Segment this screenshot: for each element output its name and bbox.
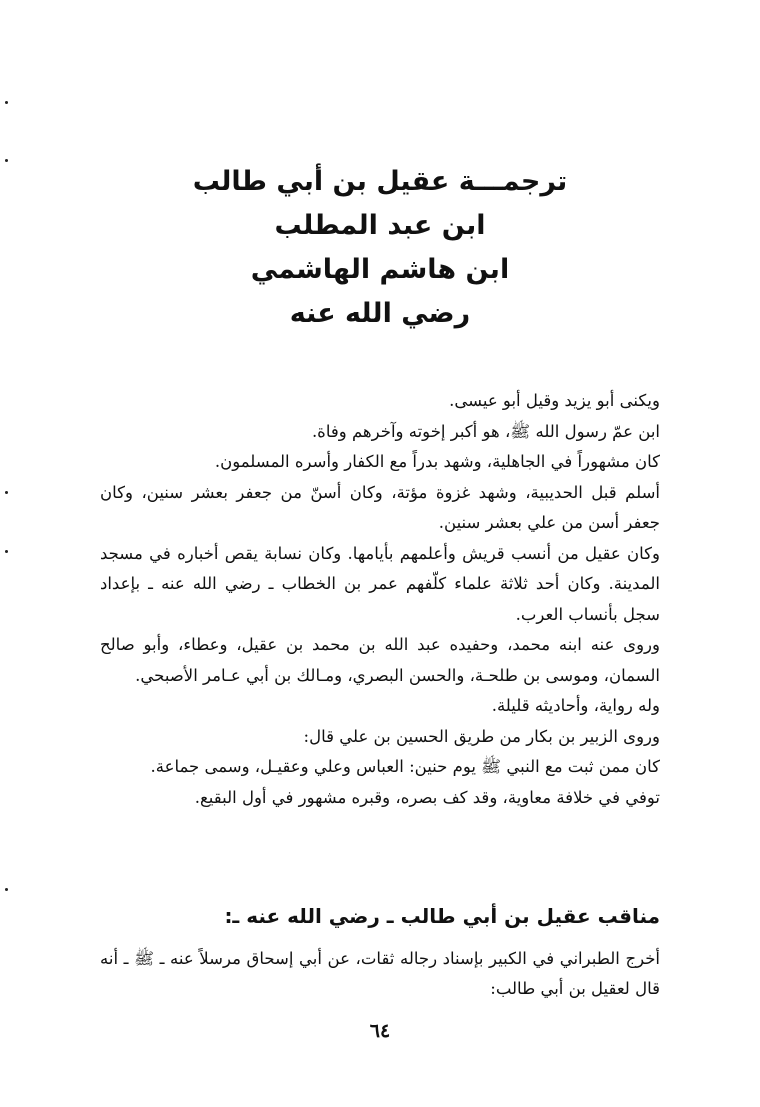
biography-text — [100, 386, 660, 813]
page-number: ٦٤ — [369, 1020, 391, 1042]
virtues-text — [100, 944, 660, 1004]
paragraph-narration: وله رواية، وأحاديثه قليلة. — [491, 696, 660, 715]
paragraph-zubayr: وروى الزبير بن بكار من طريق الحسين بن علي قال: — [303, 726, 660, 746]
paragraph-death: توفي في خلافة معاوية، وقد كف بصره، وقبره مشهور في أول البقيع. — [194, 787, 660, 807]
title-line-1: ترجمـــة عقيل بن أبي طالب — [192, 166, 568, 197]
paragraph-tabarani: أخرج الطبراني في الكبير بإسناد رجاله ثقات، عن أبي إسحاق مرسلاً عنه ـ ﷺ ـ أنه قال لعقيل بن أبي طالب: — [100, 949, 660, 998]
title-line-3: ابن هاشم الهاشمي — [250, 254, 510, 285]
paragraph-lineage: ابن عمّ رسول الله ﷺ، هو أكبر إخوته وآخرهم وفاة. — [311, 421, 660, 441]
margin-speck — [5, 491, 8, 494]
paragraph-genealogy: وكان عقيل من أنسب قريش وأعلمهم بأيامها. وكان نسابة يقص أخباره في مسجد المدينة. وكان أحد ثلاثة علماء كلّفهم عمر بن الخطاب ـ رضي الله عنه ـ بإعداد سجل بأنساب العرب. — [100, 543, 660, 624]
title-line-4: رضي الله عنه — [289, 298, 471, 329]
paragraph-jahiliyya: كان مشهوراً في الجاهلية، وشهد بدراً مع الكفار وأسره المسلمون. — [214, 452, 660, 471]
paragraph-islam: أسلم قبل الحديبية، وشهد غزوة مؤتة، وكان أسنّ من جعفر بعشر سنين، وكان جعفر أسن من علي بعشر سنين. — [100, 482, 660, 532]
section-heading: مناقب عقيل بن أبي طالب ـ رضي الله عنه ـ: — [224, 904, 660, 928]
title-line-2: ابن عبد المطلب — [274, 210, 486, 241]
margin-speck — [5, 101, 8, 104]
margin-speck — [5, 550, 8, 553]
paragraph-narrators: وروى عنه ابنه محمد، وحفيده عبد الله بن محمد بن عقيل، وعطاء، وأبو صالح السمان، وموسى بن طلحـة، والحسن البصري، ومـالك بن أبي عـامر الأصبحي. — [100, 635, 660, 685]
paragraph-hunayn: كان ممن ثبت مع النبي ﷺ يوم حنين: العباس وعلي وعقيـل، وسمى جماعة. — [150, 757, 660, 776]
chapter-title — [0, 160, 760, 336]
paragraph-kunya: ويكنى أبو يزيد وقيل أبو عيسى. — [449, 391, 660, 410]
margin-speck — [5, 888, 8, 891]
